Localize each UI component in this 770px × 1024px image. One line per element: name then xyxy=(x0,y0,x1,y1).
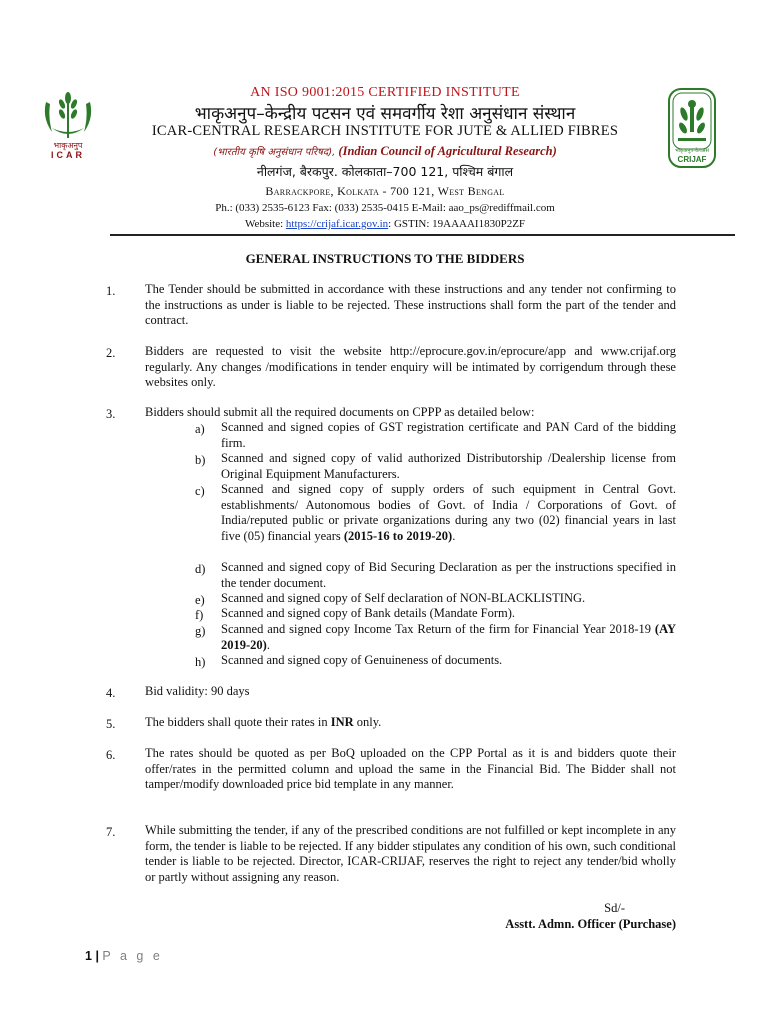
subitem-label: c) xyxy=(195,484,205,498)
item-text-after: only. xyxy=(353,715,382,729)
subitem-text-main: Scanned and signed copy of supply orders of such equipment in Central Govt. establishments/ Autonomous bodies of Govt. of India / Corporations of Govt. of India/reputed public or private organizations during any two (02) financial years in last five (05) financial years xyxy=(221,482,676,543)
subitem-text: Scanned and signed copies of GST registration certificate and PAN Card of the bidding firm. xyxy=(221,420,676,450)
instruction-item: The rates should be quoted as per BoQ uploaded on the CPP Portal as it is and bidders quote their offer/rates in the permitted column and upload the same in the Financial Bid. The Bidder shall not tamper/modify downloaded price bid template in any manner. xyxy=(145,746,676,791)
item-number: 5. xyxy=(106,717,116,731)
subitem-text: Scanned and signed copy of Genuineness of documents. xyxy=(221,653,503,667)
item-text-before: The bidders shall quote their rates in xyxy=(145,715,331,729)
signature-sd: Sd/- xyxy=(604,901,625,915)
subitem-label: d) xyxy=(195,562,206,576)
item-number: 2. xyxy=(106,346,116,360)
subitem-text xyxy=(221,622,676,653)
subitem-text-end: . xyxy=(266,637,270,652)
subitem-label: b) xyxy=(195,453,206,467)
instruction-item: Bidders are requested to visit the website http://eprocure.gov.in/eprocure/app and www.crijaf.org regularly. Any changes /modifications in tender enquiry will be intimated by corrigendum through these websites only. xyxy=(145,344,676,389)
page-footer xyxy=(85,949,163,963)
item-number: 4. xyxy=(106,686,116,700)
contact-line: Ph.: (033) 2535-6123 Fax: (033) 2535-0415 E-Mail: aao_ps@rediffmail.com xyxy=(215,202,555,214)
instruction-item: The Tender should be submitted in accordance with these instructions and any tender not confirming to the instructions as under is liable to be rejected. These instructions shall form the part of the tender and contract. xyxy=(145,282,676,327)
icar-logo-text: ICAR xyxy=(51,150,85,160)
subitem-text xyxy=(221,482,676,544)
gstin: : GSTIN: 19AAAAI1830P2ZF xyxy=(388,218,526,230)
website-label: Website: xyxy=(244,218,284,230)
council-line xyxy=(130,144,640,159)
address-english: Barrackpore, Kolkata - 700 121, West Bengal xyxy=(265,184,505,198)
institute-name-hindi: भाकृअनुप–केन्द्रीय पटसन एवं समवर्गीय रेशा अनुसंधान संस्थान xyxy=(194,104,576,124)
page-separator: | xyxy=(95,949,99,963)
council-hindi: (भारतीय कृषि अनुसंधान परिषद), xyxy=(213,147,336,158)
subitem-text: Scanned and signed copy of Bid Securing Declaration as per the instructions specified in the tender document. xyxy=(221,560,676,590)
item-number: 6. xyxy=(106,748,116,762)
subitem-label: a) xyxy=(195,422,205,436)
subitem-label: e) xyxy=(195,593,205,607)
institute-name-english: ICAR-CENTRAL RESEARCH INSTITUTE FOR JUTE & ALLIED FIBRES xyxy=(151,123,619,139)
header-divider xyxy=(110,234,735,236)
council-english: (Indian Council of Agricultural Research) xyxy=(338,144,557,158)
page-label: P a g e xyxy=(102,949,163,963)
item-number: 1. xyxy=(106,284,116,298)
subitem-text-end: . xyxy=(452,528,456,543)
crijaf-logo-hindi-text: भाकृअनुप-केपअसं xyxy=(675,148,709,154)
icar-logo-hindi-text: भाकृअनुप xyxy=(53,141,83,150)
crijaf-logo-text: CRIJAF xyxy=(677,155,707,164)
website-link[interactable]: https://crijaf.icar.gov.in xyxy=(285,218,389,230)
wheat-emblem-icon xyxy=(38,88,98,140)
subitem-label: f) xyxy=(195,608,204,622)
subitem-text: Scanned and signed copy of Bank details (Mandate Form). xyxy=(221,606,516,620)
instruction-item: While submitting the tender, if any of the prescribed conditions are not fulfilled or kept incomplete in any form, the tender is liable to be rejected. If any bidder stipulates any condition of his own, such conditional tender is liable to be rejected. Director, ICAR-CRIJAF, reserves the right to reject any tender/bid wholly or partly without assigning any reason. xyxy=(145,823,676,884)
item-number: 3. xyxy=(106,407,116,421)
icar-logo xyxy=(38,88,98,163)
page-number: 1 xyxy=(85,949,92,963)
instruction-item xyxy=(145,715,676,731)
instruction-item: Bidders should submit all the required documents on CPPP as detailed below: xyxy=(145,405,535,419)
subitem-text-main: Scanned and signed copy Income Tax Return of the firm for Financial Year 2018-19 xyxy=(221,622,655,636)
crijaf-logo xyxy=(668,88,716,168)
subitem-label: g) xyxy=(195,624,206,638)
item-number: 7. xyxy=(106,825,116,839)
subitem-text: Scanned and signed copy of valid authorized Distributorship /Dealership license from Original Equipment Manufacturers. xyxy=(221,451,676,481)
page-heading: GENERAL INSTRUCTIONS TO THE BIDDERS xyxy=(245,251,525,266)
currency-inr: INR xyxy=(330,715,354,729)
signature-designation: Asstt. Admn. Officer (Purchase) xyxy=(505,917,676,931)
subitem-label: h) xyxy=(195,655,206,669)
subitem-bold-years: (2015-16 to 2019-20) xyxy=(343,528,453,543)
instruction-item: Bid validity: 90 days xyxy=(145,684,250,698)
address-hindi: नीलगंज, बैरकपुर. कोलकाता–700 121, पश्चिम बंगाल xyxy=(256,164,514,179)
subitem-text: Scanned and signed copy of Self declaration of NON-BLACKLISTING. xyxy=(221,591,586,605)
subitem-bold-ay: (AY 2019-20) xyxy=(221,622,676,652)
website-line xyxy=(130,218,640,230)
iso-certification-line: AN ISO 9001:2015 CERTIFIED INSTITUTE xyxy=(250,85,520,100)
